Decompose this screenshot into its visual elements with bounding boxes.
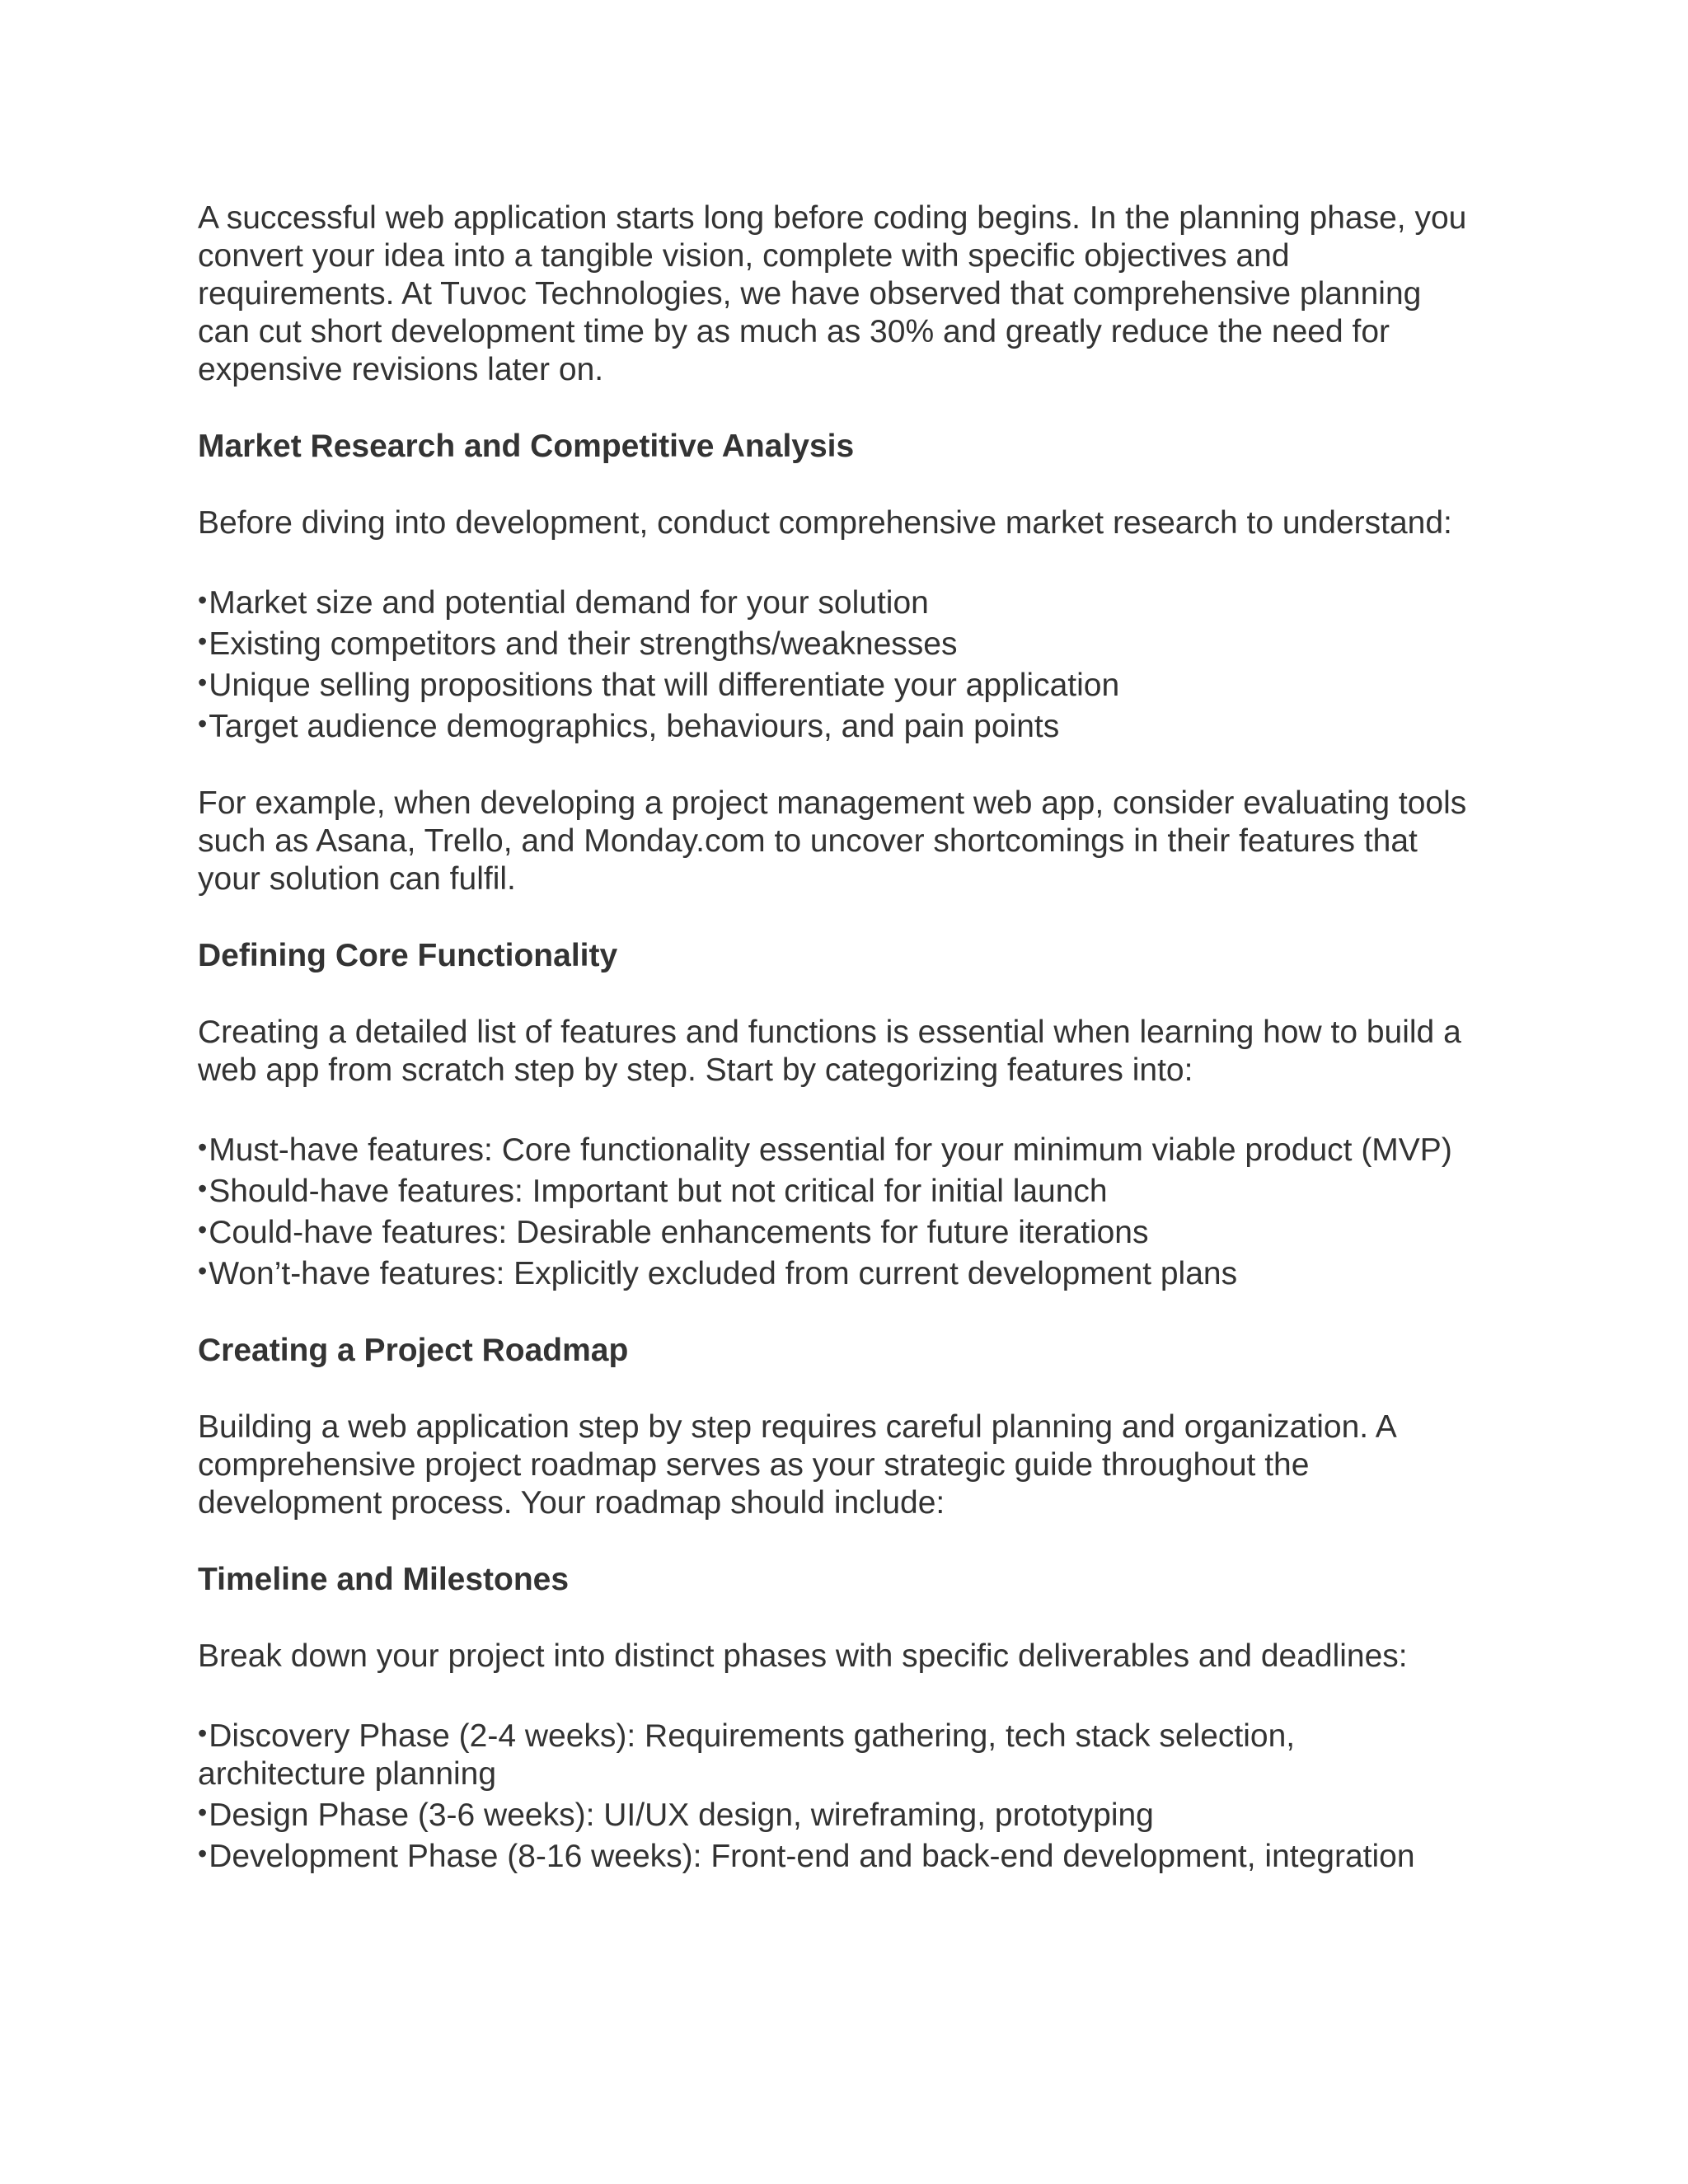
spacer (198, 1522, 1467, 1561)
list-item (198, 1211, 1467, 1252)
list-item-text: Won’t-have features: Explicitly excluded from current development plans (209, 1256, 1238, 1291)
bullet-icon: • (198, 626, 208, 656)
market-lead-paragraph: Before diving into development, conduct comprehensive market research to understand: (198, 505, 1452, 541)
bullet-icon: • (198, 1132, 208, 1162)
list-item (198, 581, 1467, 622)
list-item (198, 1128, 1467, 1169)
list-item (198, 1252, 1467, 1293)
heading-market-research: Market Research and Competitive Analysis (198, 429, 855, 464)
spacer (198, 1293, 1467, 1332)
spacer (198, 542, 1467, 581)
list-item-text: Market size and potential demand for your solution (209, 585, 929, 621)
bullet-icon: • (198, 1839, 208, 1868)
bullet-icon: • (198, 709, 208, 738)
list-item (198, 705, 1467, 746)
bullet-icon: • (198, 585, 208, 615)
timeline-lead-paragraph: Break down your project into distinct phases with specific deliverables and deadlines: (198, 1638, 1408, 1674)
list-item-text: Should-have features: Important but not critical for initial launch (209, 1174, 1108, 1209)
core-lead-paragraph: Creating a detailed list of features and functions is essential when learning how to build a web app from scratch step by step. Start by categorizing features into: (198, 1015, 1461, 1088)
document-page (198, 199, 1467, 1876)
spacer (198, 898, 1467, 937)
list-item (198, 622, 1467, 663)
list-item-text: Existing competitors and their strengths/weaknesses (209, 626, 958, 662)
timeline-bullet-list (198, 1714, 1467, 1876)
heading-core-functionality: Defining Core Functionality (198, 938, 618, 973)
list-item (198, 1835, 1467, 1876)
bullet-icon: • (198, 668, 208, 697)
roadmap-lead-paragraph: Building a web application step by step requires careful planning and organization. A comprehensive project roadmap serves as your strategic guide throughout the development process. Your roadmap should include: (198, 1409, 1395, 1521)
spacer (198, 1090, 1467, 1128)
intro-paragraph: A successful web application starts long before coding begins. In the planning phase, you convert your idea into a tangible vision, complete with specific objectives and requirements. At Tuvoc Technologies, we have observed that comprehensive planning can cut short development time by as much as 30% and greatly reduce the need for expensive revisions later on. (198, 200, 1467, 387)
list-item-text: Development Phase (8-16 weeks): Front-end and back-end development, integration (209, 1839, 1415, 1874)
market-example-paragraph: For example, when developing a project management web app, consider evaluating tools such as Asana, Trello, and Monday.com to uncover shortcomings in their features that your solution can fulfil. (198, 785, 1467, 897)
list-item (198, 1793, 1467, 1835)
spacer (198, 1675, 1467, 1714)
heading-timeline-milestones: Timeline and Milestones (198, 1562, 570, 1597)
bullet-icon: • (198, 1174, 208, 1203)
bullet-icon: • (198, 1718, 208, 1748)
list-item (198, 1169, 1467, 1211)
core-bullet-list (198, 1128, 1467, 1293)
bullet-icon: • (198, 1256, 208, 1286)
list-item-text: Could-have features: Desirable enhancements for future iterations (209, 1215, 1149, 1250)
spacer (198, 466, 1467, 504)
list-item-text: Discovery Phase (2-4 weeks): Requirements gathering, tech stack selection, architecture planning (198, 1718, 1296, 1792)
bullet-icon: • (198, 1215, 208, 1244)
spacer (198, 389, 1467, 428)
market-bullet-list (198, 581, 1467, 746)
spacer (198, 1599, 1467, 1638)
list-item-text: Target audience demographics, behaviours, and pain points (209, 709, 1060, 744)
heading-project-roadmap: Creating a Project Roadmap (198, 1333, 629, 1368)
list-item-text: Unique selling propositions that will differentiate your application (209, 668, 1120, 703)
bullet-icon: • (198, 1797, 208, 1827)
list-item (198, 1714, 1467, 1793)
spacer (198, 746, 1467, 785)
list-item-text: Design Phase (3-6 weeks): UI/UX design, wireframing, prototyping (209, 1797, 1154, 1833)
spacer (198, 1370, 1467, 1408)
spacer (198, 975, 1467, 1014)
list-item-text: Must-have features: Core functionality essential for your minimum viable product (MVP) (209, 1132, 1452, 1168)
list-item (198, 663, 1467, 705)
